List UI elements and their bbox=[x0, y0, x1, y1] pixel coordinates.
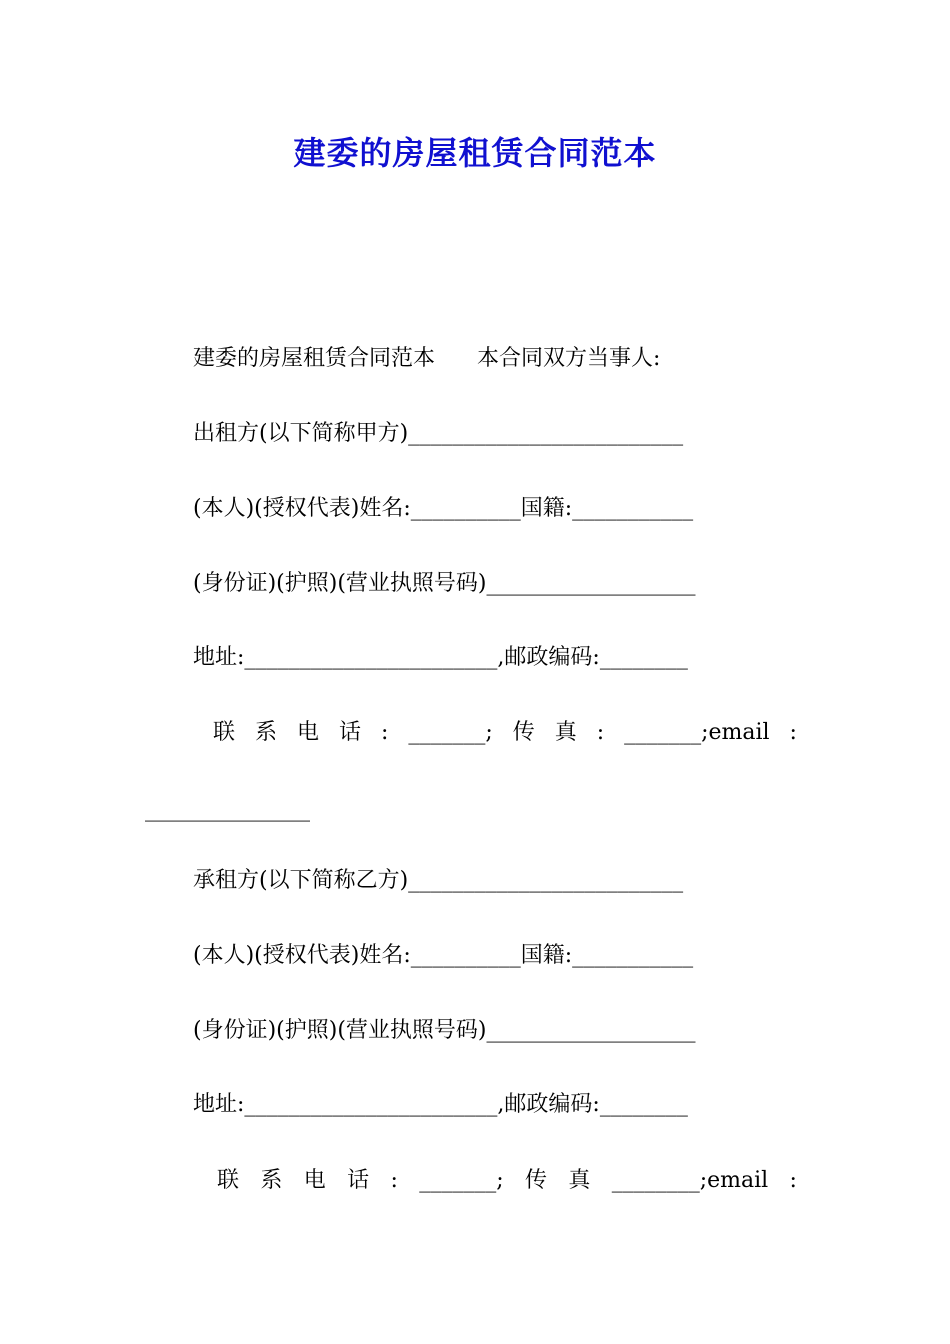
contact-token: : bbox=[789, 1168, 797, 1193]
lessor-address-line: 地址:_______________________,邮政编码:________ bbox=[193, 645, 688, 670]
contact-token: 话 bbox=[347, 1168, 370, 1193]
contact-token: _______;email bbox=[624, 720, 770, 745]
contact-token: ________;email bbox=[611, 1168, 769, 1193]
contact-token: 电 bbox=[296, 720, 319, 745]
lessee-name-nationality-line: (本人)(授权代表)姓名:__________国籍:___________ bbox=[193, 943, 694, 968]
lessee-contact-line bbox=[193, 1166, 797, 1196]
contact-token: 真 bbox=[554, 720, 577, 745]
contact-token: : bbox=[380, 720, 389, 745]
contact-token: 系 bbox=[254, 720, 277, 745]
contact-token: 系 bbox=[260, 1168, 283, 1193]
lessor-id-line: (身份证)(护照)(营业执照号码)___________________ bbox=[193, 571, 696, 596]
intro-line: 建委的房屋租赁合同范本 本合同双方当事人: bbox=[193, 346, 661, 371]
contact-token: : bbox=[390, 1168, 398, 1193]
lessor-name-nationality-line: (本人)(授权代表)姓名:__________国籍:___________ bbox=[193, 496, 694, 521]
contact-token: 话 bbox=[338, 720, 361, 745]
contact-token: 传 bbox=[524, 1168, 547, 1193]
lessor-email-blank: _______________ bbox=[145, 797, 310, 822]
document-title: 建委的房屋租赁合同范本 bbox=[293, 134, 657, 172]
lessee-party-line: 承租方(以下简称乙方)_________________________ bbox=[193, 868, 684, 893]
contact-token: 联 bbox=[213, 720, 236, 745]
contact-token: _______; bbox=[419, 1168, 504, 1193]
lessee-id-line: (身份证)(护照)(营业执照号码)___________________ bbox=[193, 1018, 696, 1043]
lessor-contact-line bbox=[193, 718, 797, 748]
contact-token: 传 bbox=[512, 720, 535, 745]
contact-token: 联 bbox=[217, 1168, 240, 1193]
contact-token: : bbox=[596, 720, 605, 745]
contact-token: 电 bbox=[303, 1168, 326, 1193]
contact-token: _______; bbox=[408, 720, 493, 745]
contact-token: : bbox=[789, 720, 797, 745]
lessor-party-line: 出租方(以下简称甲方)_________________________ bbox=[193, 421, 684, 446]
contact-token: 真 bbox=[568, 1168, 591, 1193]
lessee-address-line: 地址:_______________________,邮政编码:________ bbox=[193, 1092, 688, 1117]
